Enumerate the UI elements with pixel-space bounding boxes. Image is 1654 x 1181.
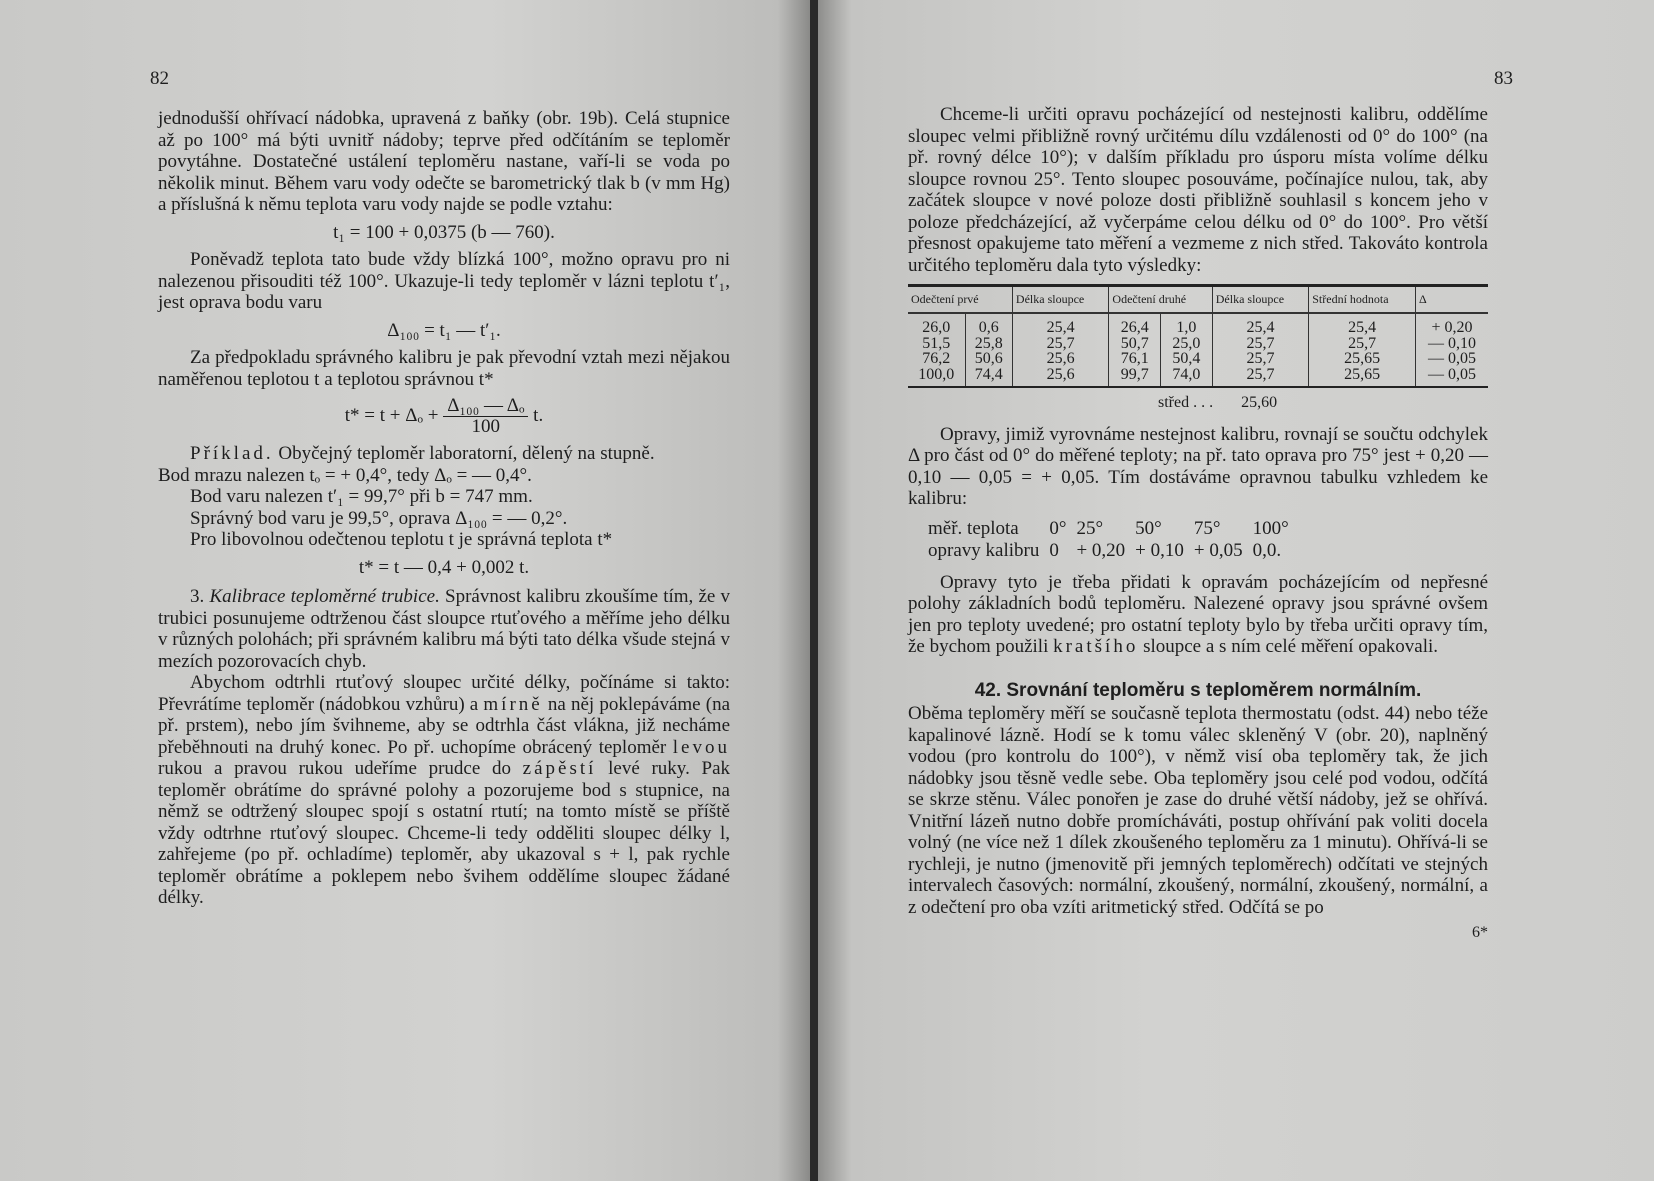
paragraph: Oběma teploměry měří se současně teplota thermostatu (odst. 44) nebo téže kapalinové lázně. Hodí se k tomu válec skleněný V (obr. 20), naplněný vodou (pro kontrolu do 100°), v němž visí oba teploměry tak, že jich nádobky jsou těsně vedle sebe. Oba teploměry jsou celé pod vodou, odčítá se skrze stěnu. Válec ponořen je zase do druhé větší nádoby, jež se ohřívá. Vnitřní lázeň nutno dobře promícháváti, postup ohřívání pak voliti docela volný (ne více než 1 dílek zkoušeného teploměru za 1 minutu). Ohřívá-li se rychleji, je nutno (jmenovitě při jemných teploměrech) odčítati ve stejných intervalech časových: normální, zkoušený, normální, zkoušený, normální, a z odečtení pro oba vzíti aritmetický střed. Odčítá se po	[908, 703, 1488, 918]
section-3-paragraph: 3. Kalibrace teploměrné trubice. Správnost kalibru zkoušíme tím, že v trubici posunujeme odtrženou část sloupce rtuťového a měříme jeho délku v různých polohách; při správném kalibru má býti tato délka všude stejná v mezích pozorovacích chyb.	[158, 586, 731, 672]
table-header: Odečtení prvé	[908, 286, 1012, 314]
paragraph: Opravy, jimiž vyrovnáme nestejnost kalibru, rovnají se součtu odchylek Δ pro část od 0° do měřené teploty; na př. tato oprava pro 75° jest + 0,20 — 0,10 — 0,05 = + 0,05. Tím dostáváme opravnou tabulku vzhledem ke kalibru:	[908, 423, 1488, 509]
equation-boiling-point: t₁ = 100 + 0,0375 (b — 760).	[333, 221, 555, 243]
example-line: Příklad. Obyčejný teploměr laboratorní, dělený na stupně.	[190, 443, 655, 464]
paragraph: Abychom odtrhli rtuťový sloupec určité délky, počínáme si takto: Převrátíme teploměr (nádobkou vzhůru) a mírně na něj poklepáváme (na př. prstem), nebo jím švihneme, aby se odtrhla část vlákna, již necháme přeběhnouti na druhý konec. Po př. uchopíme obrácený teploměr levou rukou a pravou rukou udeříme prudce do zápěstí levé ruky. Pak teploměr obrátíme do správné polohy a pozorujeme bod s stupnice, na němž se odtržený sloupec spojí s ostatní rtutí; na tomto místě se příště vždy odtrhne rtuťový sloupec. Chceme-li tedy odděliti sloupec délky l, zahřejeme (po př. ochladíme) teploměr, aby ukazoval s + l, pak rychle teploměr obrátíme a poklepem nebo švihem oddělíme sloupec žádané délky.	[158, 672, 731, 908]
table-row: 51,5 25,8 25,7 50,7 25,0 25,7 25,7 — 0,10	[908, 336, 1488, 352]
table-row: 100,0 74,4 25,6 99,7 74,0 25,7 25,65 — 0,05	[908, 367, 1488, 388]
paragraph: Chceme-li určiti opravu pocházející od nestejnosti kalibru, oddělíme sloupec velmi přibližně rovný určitému dílu vzdálenosti od 0° do 100° (na př. rovný délce 10°); v dalším příkladu pro úsporu místa volíme délku sloupce rovnou 25°. Tento sloupec posouváme, počínajíce nulou, tak, aby začátek sloupce v nové poloze dosti přibližně souhlasil s koncem jeho v poloze předcházející, až vyčerpáme celou délku od 0° do 100°. Pro větší přesnost opakujeme tato měření a vezmeme z nich střed. Takováto kontrola určitého teploměru dala tyto výsledky:	[908, 104, 1488, 276]
table-mean-row	[908, 392, 1488, 414]
book-gutter	[810, 0, 818, 1181]
paragraph: jednodušší ohřívací nádobka, upravená z baňky (obr. 19b). Celá stupnice až po 100° má býti uvnitř nádoby; teprve před odčítáním se teploměr povytáhne. Dostatečné ustálení teploměru nastane, vaří-li se voda po několik minut. Během varu vody odečte se barometrický tlak b (v mm Hg) a příslušná k němu teplota varu vody najde se podle vztahu:	[158, 108, 730, 215]
table-row: měř. teplota 0° 25° 50° 75° 100°	[928, 517, 1289, 539]
equation-conversion: t* = t + Δₒ + $\frac{\text{Δ₁₀₀ — Δₒ}}{100}$ t.	[344, 395, 544, 437]
table-header: Délka sloupce	[1212, 286, 1309, 314]
calibration-table	[908, 284, 1488, 388]
table-row: 76,2 50,6 25,6 76,1 50,4 25,7 25,65 — 0,05	[908, 351, 1488, 367]
paragraph: Opravy tyto je třeba přidati k opravám pocházejícím od nepřesné polohy základních bodů teploměru. Nalezené opravy jsou správné ovšem jen pro teploty uvedené; pro ostatní teploty bylo by třeba určiti opravy tím, že bychom použili kratšího sloupce a s ním celé měření opakovali.	[908, 571, 1488, 657]
page-number-left: 82	[150, 68, 169, 89]
example-line: Pro libovolnou odečtenou teplotu t je správná teplota t*	[190, 529, 613, 550]
right-page	[818, 0, 1654, 1181]
left-text-column	[158, 108, 730, 909]
example-line: Bod mrazu nalezen tₒ = + 0,4°, tedy Δₒ = — 0,4°.	[158, 464, 532, 486]
example-line: Bod varu nalezen t′₁ = 99,7° při b = 747 mm.	[190, 486, 533, 507]
section-title: Kalibrace teploměrné trubice.	[209, 586, 440, 607]
table-row: 26,0 0,6 25,4 26,4 1,0 25,4 25,4 + 0,20	[908, 313, 1488, 336]
example-line: Správný bod varu je 99,5°, oprava Δ₁₀₀ = — 0,2°.	[190, 507, 568, 529]
table-header: Délka sloupce	[1012, 286, 1109, 314]
signature-mark: 6*	[1472, 924, 1488, 941]
table-header: Odečtení druhé	[1109, 286, 1212, 314]
equation-correction-100: Δ₁₀₀ = t₁ — t′₁.	[387, 319, 501, 341]
equation-example: t* = t — 0,4 + 0,002 t.	[358, 556, 530, 578]
table-header: Δ	[1416, 286, 1488, 314]
correction-table	[928, 518, 1299, 562]
left-page	[0, 0, 810, 1181]
table-header: Střední hodnota	[1309, 286, 1416, 314]
paragraph: Poněvadž teplota tato bude vždy blízká 100°, možno opravu pro ni nalezenou přisouditi též 100°. Ukazuje-li tedy teploměr v lázni teplotu t′₁, jest oprava bodu varu	[158, 249, 730, 313]
right-text-column	[908, 104, 1488, 944]
mean-label: střed . . .	[1158, 394, 1214, 411]
paragraph: Za předpokladu správného kalibru je pak převodní vztah mezi nějakou naměřenou teplotou t a teplotou správnou t*	[158, 347, 730, 390]
section-heading: 42. Srovnání teploměru s teploměrem normálním.	[974, 679, 1422, 701]
example-label: Příklad.	[190, 443, 274, 464]
table-row: opravy kalibru 0 + 0,20 + 0,10 + 0,05 0,0.	[928, 539, 1282, 561]
mean-value: 25,60	[1241, 394, 1278, 411]
fraction: $\frac{\text{Δ₁₀₀ — Δₒ}}{100}$	[443, 396, 528, 437]
page-number-right: 83	[1494, 68, 1513, 89]
